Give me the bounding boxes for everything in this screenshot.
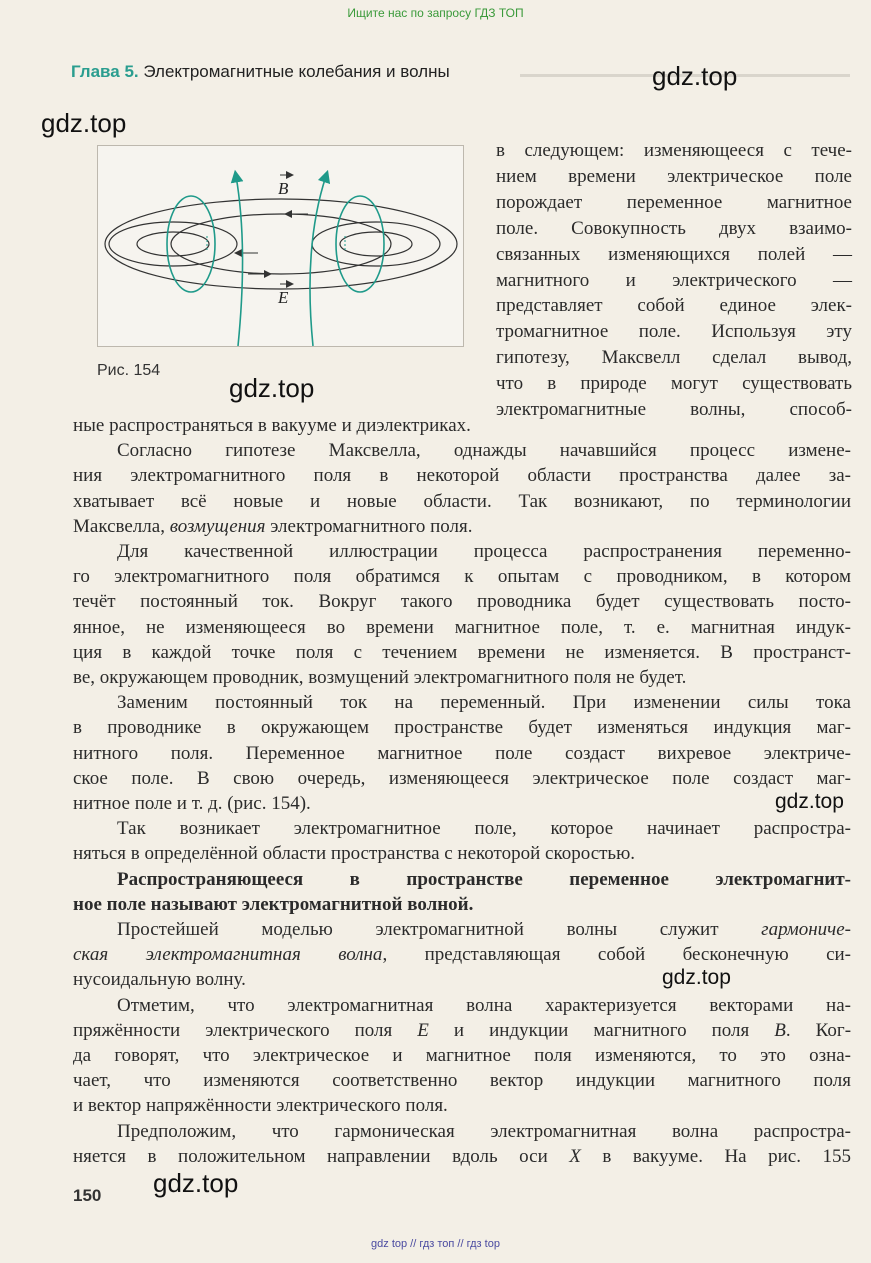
watermark: gdz.top (229, 373, 315, 403)
text-line: няться в определённой области пространства с некоторой скоростью. (73, 843, 636, 865)
watermark: gdz.top (41, 108, 127, 138)
term-italic: гармониче- (761, 919, 851, 941)
definition-line: ное поле называют электромагнитной волной. (73, 893, 474, 915)
text-line: тромагнитное поле. Используя эту (496, 321, 852, 343)
text-line: нитного поля. Переменное магнитное поле создаст вихревое электриче- (73, 742, 851, 764)
watermark: gdz.top (652, 61, 738, 91)
main-text (73, 413, 851, 1169)
text-line: няется в положительном направлении вдоль оси X в вакууме. На рис. 155 (73, 1145, 851, 1167)
text-line: пряжённости электрического поля E и индукции магнитного поля B. Ког- (73, 1019, 852, 1041)
text-line: нусоидальную волну. (73, 969, 246, 991)
em-field-diagram (98, 146, 463, 346)
text-line: нитное поле и т. д. (рис. 154). (73, 793, 311, 815)
text-line: течёт постоянный ток. Вокруг такого проводника будет существовать посто- (73, 591, 851, 613)
text-line: магнитного и электрического — (496, 269, 852, 291)
watermark: gdz.top (153, 1168, 239, 1198)
chapter-title: Электромагнитные колебания и волны (143, 62, 450, 81)
text-line: Предположим, что гармоническая электромагнитная волна распростра- (117, 1120, 851, 1142)
vector-e: E (417, 1019, 429, 1041)
bottom-links[interactable]: gdz top // гдз топ // гдз top (371, 1238, 500, 1250)
label-e: E (278, 288, 289, 307)
text-line: Максвелла, возмущения электромагнитного поля. (73, 515, 473, 537)
text-line: Заменим постоянный ток на переменный. При изменении силы тока (117, 692, 851, 714)
text-line: в проводнике в окружающем пространстве будет изменяться индукция маг- (73, 717, 851, 739)
text-line: го электромагнитного поля обратимся к опытам с проводником, в котором (73, 566, 851, 588)
text-line: Отметим, что электромагнитная волна характеризуется векторами на- (117, 994, 851, 1016)
figure-caption: Рис. 154 (97, 362, 161, 379)
text-line: в следующем: изменяющееся с тече- (496, 140, 852, 161)
column-text (496, 138, 852, 423)
text-line: гипотезу, Максвелл сделал вывод, (496, 347, 852, 369)
vector-b: B (774, 1019, 786, 1041)
page-number: 150 (73, 1186, 102, 1205)
text-line: порождает переменное магнитное (496, 191, 852, 213)
text-line: ные распространяться в вакууме и диэлектриках. (73, 415, 471, 436)
watermark: gdz.top (662, 966, 731, 989)
watermark: gdz.top (775, 790, 844, 813)
axis-x: X (569, 1145, 581, 1167)
text-line: да говорят, что электрическое и магнитное поля изменяются, то это озна- (73, 1045, 851, 1067)
term-italic: возмущения (169, 515, 266, 537)
text-line: ве, окружающем проводник, возмущений электромагнитного поля не будет. (73, 667, 687, 689)
term-italic: ская электромагнитная волна (73, 944, 383, 966)
text-line: что в природе могут существовать (496, 373, 852, 395)
text-line: Для качественной иллюстрации процесса распространения переменно- (117, 541, 851, 563)
text-line: хватывает всё новые и новые области. Так возникают, по терминологии (73, 490, 851, 512)
chapter-header (71, 62, 450, 82)
text-line: ская электромагнитная волна, представляющая собой бесконечную си- (73, 944, 851, 966)
chapter-number: Глава 5. (71, 62, 139, 81)
text-line: ция в каждой точке поля с течением времени не изменяется. В пространст- (73, 641, 851, 663)
text-line: электромагнитные волны, способ- (496, 399, 852, 421)
text-line: связанных изменяющихся полей — (496, 243, 852, 265)
figure-154 (97, 145, 464, 347)
text-line: нием времени электрическое поле (496, 165, 852, 187)
text-line: янное, не изменяющееся во времени магнитное поле, т. е. магнитная индук- (73, 616, 851, 638)
definition-line: Распространяющееся в пространстве переменное электромагнит- (117, 868, 851, 890)
text-line: поле. Совокупность двух взаимо- (496, 217, 852, 239)
text-line: чает, что изменяются соответственно вектор индукции магнитного поля (73, 1070, 851, 1092)
label-b: B (278, 179, 289, 198)
text-line: и вектор напряжённости электрического поля. (73, 1095, 448, 1117)
text-line: ское поле. В свою очередь, изменяющееся электрическое поле создаст маг- (73, 767, 851, 789)
text-line: ния электромагнитного поля в некоторой области пространства далее за- (73, 465, 851, 487)
top-search-link[interactable]: Ищите нас по запросу ГДЗ ТОП (347, 6, 524, 20)
text-line: Так возникает электромагнитное поле, которое начинает распростра- (117, 818, 851, 840)
text-line: представляет собой единое элек- (496, 295, 852, 317)
text-line: Простейшей моделью электромагнитной волны служит гармониче- (117, 919, 851, 941)
text-line: Согласно гипотезе Максвелла, однажды начавшийся процесс измене- (117, 440, 851, 462)
